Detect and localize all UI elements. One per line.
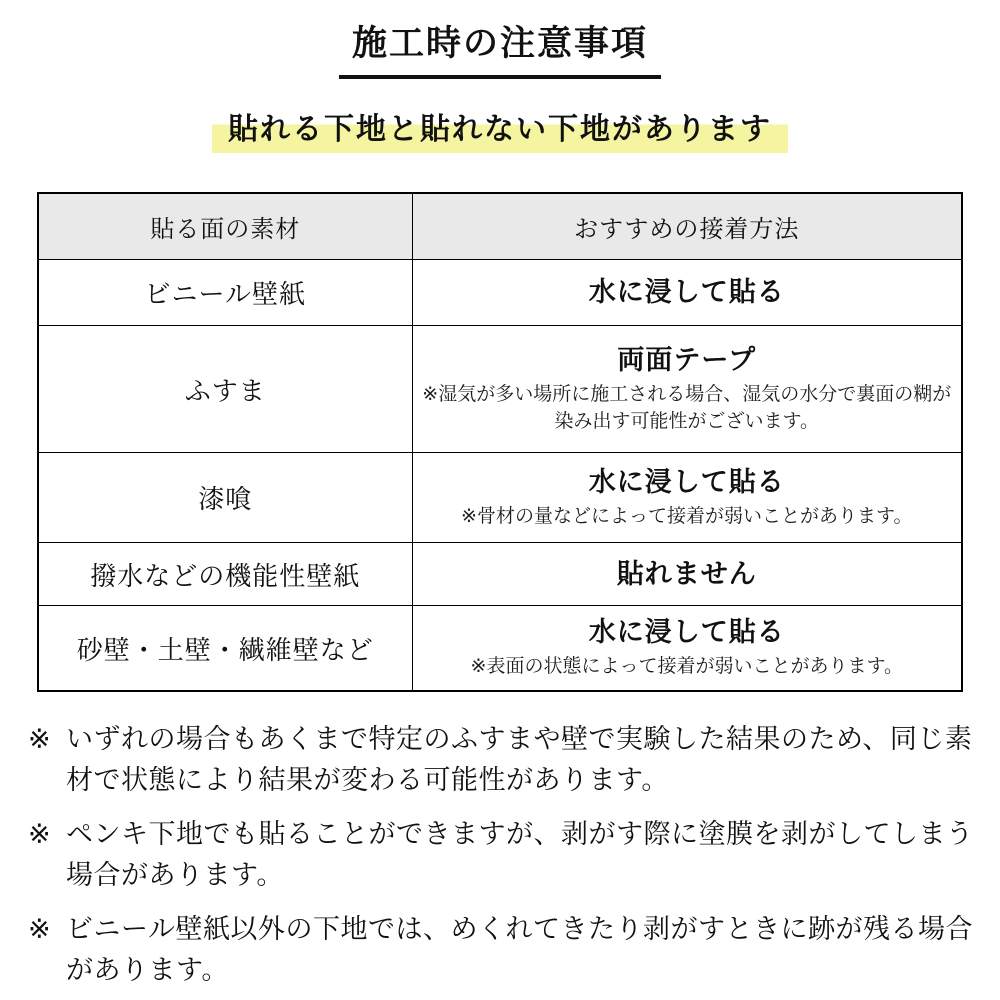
method-cell [412,260,962,326]
method-note: ※表面の状態によって接着が弱いことがあります。 [470,656,903,678]
material-cell: 砂壁・土壁・繊維壁など [38,606,412,691]
material-cell: 撥水などの機能性壁紙 [38,543,412,606]
substrate-table [37,192,963,692]
method-note: ※湿気が多い場所に施工される場合、湿気の水分で裏面の糊が染み出す可能性がございます。 [422,383,952,433]
page-title: 施工時の注意事項 [351,24,648,63]
footnote-non-vinyl [28,909,976,991]
method-cell [412,606,962,691]
material-cell: ビニール壁紙 [38,260,412,326]
method-label: 水に浸して貼る [588,617,785,648]
column-header-material: 貼る面の素材 [38,193,412,260]
footnote-text: いずれの場合もあくまで特定のふすまや壁で実験した結果のため、同じ素材で状態により結果が変わる可能性があります。 [66,723,973,795]
footnotes-section [28,719,976,991]
table-row-hassui [38,543,962,606]
column-header-method: おすすめの接着方法 [412,193,962,260]
method-cell [412,543,962,606]
table-row-shikkui [38,453,962,543]
reference-mark-icon: ※ [28,723,52,754]
footnote-text: ビニール壁紙以外の下地では、めくれてきたり剥がすときに跡が残る場合があります。 [66,913,973,985]
subtitle-wrap [0,112,1000,153]
reference-mark-icon: ※ [28,818,52,849]
title-underline [339,75,661,79]
table-header-row [38,193,962,260]
method-cell [412,326,962,453]
method-label: 両面テープ [617,344,757,375]
method-label: 水に浸して貼る [588,466,785,497]
table-row-sunakabe [38,606,962,691]
method-note: ※骨材の量などによって接着が弱いことがあります。 [461,506,913,528]
table-row-vinyl [38,260,962,326]
material-cell: 漆喰 [38,453,412,543]
table-row-fusuma [38,326,962,453]
footnote-text: ペンキ下地でも貼ることができますが、剥がす際に塗膜を剥がしてしまう場合があります。 [66,818,974,890]
subtitle-highlight: 貼れる下地と貼れない下地があります [212,112,788,153]
footnote-result-variance [28,719,976,801]
method-label: 貼れません [616,558,757,589]
method-cell [412,453,962,543]
footnote-paint-substrate [28,814,976,896]
method-label: 水に浸して貼る [588,277,785,308]
reference-mark-icon: ※ [28,913,52,944]
material-cell: ふすま [38,326,412,453]
